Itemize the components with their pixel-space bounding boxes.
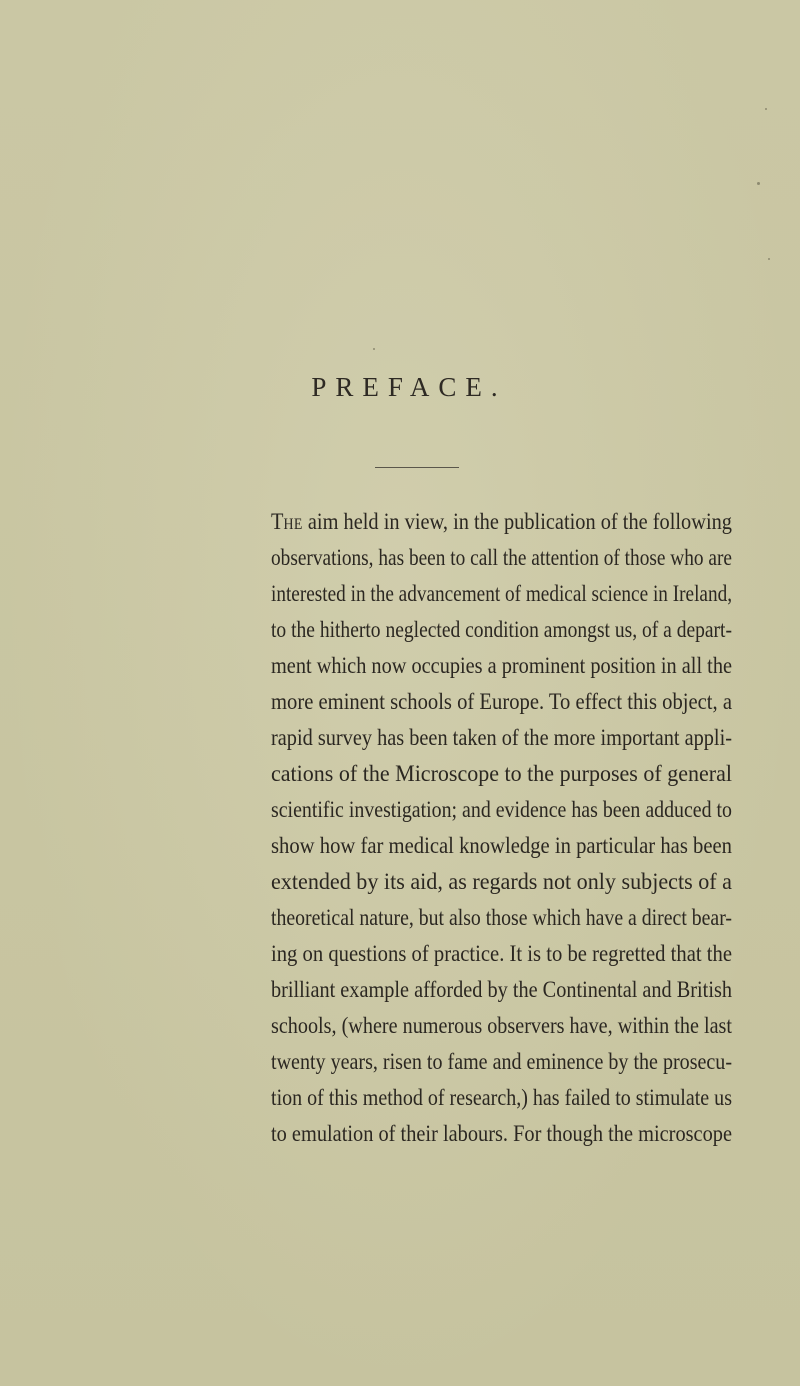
text-line: extended by its aid, as regards not only subjects of a (271, 869, 732, 895)
text-line: brilliant example afforded by the Continental and British (271, 977, 732, 1003)
paper-speck (757, 182, 760, 185)
text-line: observations, has been to call the attention of those who are (271, 545, 732, 571)
text-line: ment which now occupies a prominent position in all the (271, 653, 732, 679)
text-line: to emulation of their labours. For though the microscope (271, 1121, 732, 1147)
text-line: twenty years, risen to fame and eminence by the prosecu- (271, 1049, 732, 1075)
text-line: tion of this method of research,) has failed to stimulate us (271, 1085, 732, 1111)
text-line: more eminent schools of Europe. To effect this object, a (271, 689, 732, 715)
text-line: to the hitherto neglected condition amongst us, of a depart- (271, 617, 732, 643)
heading-divider (375, 467, 459, 468)
paper-speck (768, 258, 770, 260)
opening-word-smallcaps: HE (283, 516, 303, 533)
opening-word-initial: T (271, 509, 284, 535)
page-heading: PREFACE. (311, 372, 507, 402)
text-line: ing on questions of practice. It is to be regretted that the (271, 941, 732, 967)
text-line: interested in the advancement of medical science in Ireland, (271, 581, 732, 607)
text-line: scientific investigation; and evidence has been adduced to (271, 797, 732, 823)
text-line: schools, (where numerous observers have, within the last (271, 1013, 732, 1039)
text-line: theoretical nature, but also those which have a direct bear- (271, 905, 732, 931)
text-line: cations of the Microscope to the purposes of general (271, 761, 732, 787)
text-line: rapid survey has been taken of the more important appli- (271, 725, 732, 751)
text-line: show how far medical knowledge in particular has been (271, 833, 732, 859)
text-line (271, 508, 732, 539)
paper-speck (765, 108, 767, 110)
paper-speck (373, 348, 375, 350)
text-line-content: aim held in view, in the publication of the following (302, 509, 732, 535)
